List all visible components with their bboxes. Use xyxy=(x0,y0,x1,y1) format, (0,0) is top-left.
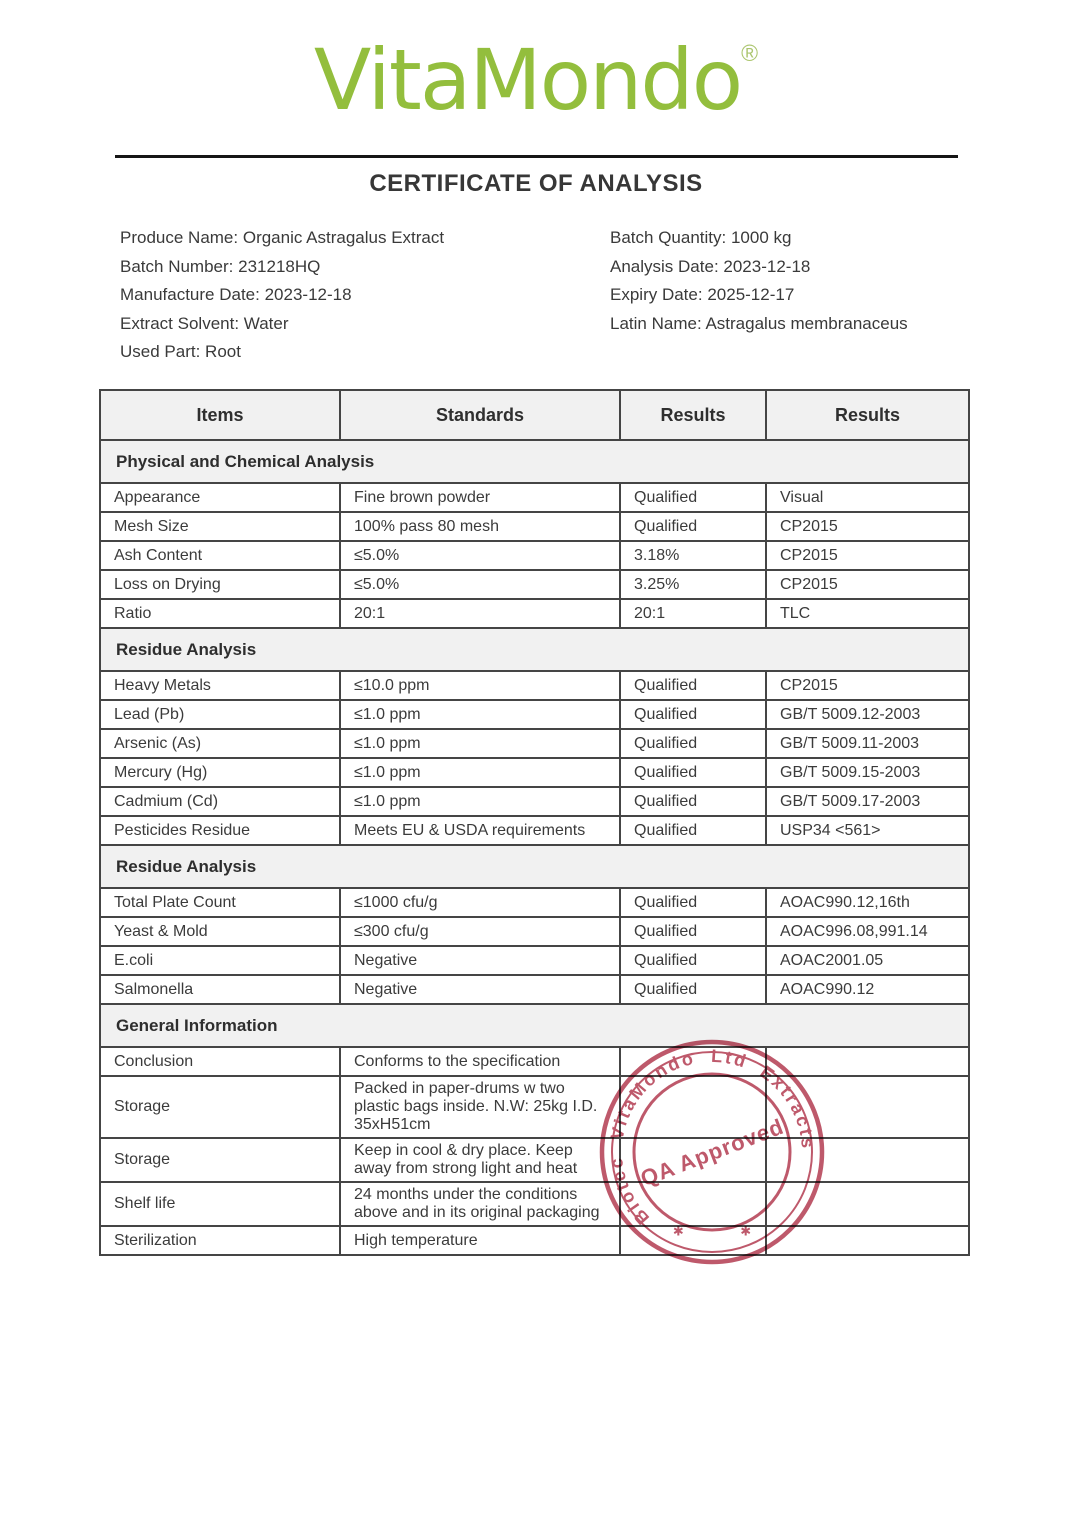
logo xyxy=(0,31,1072,129)
table-row xyxy=(100,1076,969,1138)
table-row xyxy=(100,512,969,541)
table-cell: Conforms to the specification xyxy=(340,1047,620,1076)
info-value: Organic Astragalus Extract xyxy=(242,228,445,247)
info-label: Manufacture Date xyxy=(120,285,256,304)
table-cell: CP2015 xyxy=(766,512,969,541)
info-line xyxy=(610,310,970,339)
table-cell: Total Plate Count xyxy=(100,888,340,917)
info-label: Extract Solvent xyxy=(120,313,235,333)
section-label: General Information xyxy=(100,1004,969,1047)
table-cell: Conclusion xyxy=(100,1047,340,1076)
table-cell: Fine brown powder xyxy=(340,483,620,512)
table-cell: ≤1.0 ppm xyxy=(340,758,620,787)
info-separator: : xyxy=(255,285,265,304)
table-cell: CP2015 xyxy=(766,541,969,570)
section-label: Residue Analysis xyxy=(100,845,969,888)
logo-text: VitaMondo xyxy=(313,31,742,129)
info-separator: : xyxy=(713,256,724,276)
info-label: Produce Name xyxy=(120,228,234,247)
table-cell: ≤1.0 ppm xyxy=(340,729,620,758)
table-cell: ≤5.0% xyxy=(340,541,620,570)
info-value: 2023-12-18 xyxy=(723,256,811,276)
section-row xyxy=(100,845,969,888)
table-cell: Qualified xyxy=(620,671,766,700)
page-title: CERTIFICATE OF ANALYSIS xyxy=(369,170,703,197)
stamp-star-icon: ✱ xyxy=(672,1223,684,1239)
table-row xyxy=(100,671,969,700)
table-cell: 3.18% xyxy=(620,541,766,570)
table-cell: AOAC2001.05 xyxy=(766,946,969,975)
table-row xyxy=(100,975,969,1004)
table-cell: ≤1000 cfu/g xyxy=(340,888,620,917)
table-cell: Arsenic (As) xyxy=(100,729,340,758)
table-cell: AOAC990.12,16th xyxy=(766,888,969,917)
table-cell: Loss on Drying xyxy=(100,570,340,599)
info-separator: : xyxy=(697,285,708,304)
table-cell: Qualified xyxy=(620,975,766,1004)
table-cell: Negative xyxy=(340,975,620,1004)
table-cell: Qualified xyxy=(620,787,766,816)
table-cell: GB/T 5009.12-2003 xyxy=(766,700,969,729)
info-line xyxy=(610,281,970,310)
qa-approved-stamp xyxy=(592,1032,832,1272)
table-cell: Shelf life xyxy=(100,1182,340,1226)
table-cell: Qualified xyxy=(620,888,766,917)
table-cell: Storage xyxy=(100,1076,340,1138)
table-cell: High temperature xyxy=(340,1226,620,1255)
info-line xyxy=(120,310,610,339)
table-row xyxy=(100,729,969,758)
info-value: Root xyxy=(205,342,241,361)
section-label: Residue Analysis xyxy=(100,628,969,671)
table-cell: 20:1 xyxy=(620,599,766,628)
table-cell: ≤1.0 ppm xyxy=(340,700,620,729)
product-info xyxy=(120,224,970,367)
table-cell: USP34 <561> xyxy=(766,816,969,845)
column-header: Standards xyxy=(340,390,620,440)
table-cell: 24 months under the conditions above and in its original packaging xyxy=(340,1182,620,1226)
info-value: 231218HQ xyxy=(238,256,321,276)
table-row xyxy=(100,700,969,729)
table-row xyxy=(100,1138,969,1182)
table-cell: Qualified xyxy=(620,729,766,758)
table-cell: GB/T 5009.11-2003 xyxy=(766,729,969,758)
table-cell: Qualified xyxy=(620,483,766,512)
table-cell: Yeast & Mold xyxy=(100,917,340,946)
table-cell: GB/T 5009.17-2003 xyxy=(766,787,969,816)
coa-table xyxy=(99,389,970,1256)
product-info-left-column xyxy=(120,224,610,367)
table-row xyxy=(100,888,969,917)
info-label: Analysis Date xyxy=(610,256,714,276)
info-label: Expiry Date xyxy=(610,285,698,304)
info-value: 1000 kg xyxy=(730,228,792,247)
table-cell: 100% pass 80 mesh xyxy=(340,512,620,541)
table-cell: E.coli xyxy=(100,946,340,975)
table-cell: CP2015 xyxy=(766,671,969,700)
table-cell: Ash Content xyxy=(100,541,340,570)
table-row xyxy=(100,1047,969,1076)
table-cell: TLC xyxy=(766,599,969,628)
table-row xyxy=(100,758,969,787)
table-cell: Mesh Size xyxy=(100,512,340,541)
column-header: Items xyxy=(100,390,340,440)
column-header: Results xyxy=(766,390,969,440)
table-cell: GB/T 5009.15-2003 xyxy=(766,758,969,787)
info-separator: : xyxy=(234,313,244,333)
table-cell: Meets EU & USDA requirements xyxy=(340,816,620,845)
table-row xyxy=(100,917,969,946)
info-line xyxy=(120,281,610,310)
stamp-ring-text: Biotec VitaMondo Ltd Extracts xyxy=(605,1045,819,1229)
table-cell: Qualified xyxy=(620,816,766,845)
section-row xyxy=(100,440,969,483)
table-row xyxy=(100,599,969,628)
table-cell: Heavy Metals xyxy=(100,671,340,700)
info-line xyxy=(120,253,610,282)
table-cell: ≤10.0 ppm xyxy=(340,671,620,700)
stamp-center-text: QA Approved xyxy=(637,1113,788,1192)
table-cell: Visual xyxy=(766,483,969,512)
header-divider xyxy=(115,155,958,158)
table-cell: Sterilization xyxy=(100,1226,340,1255)
table-row xyxy=(100,1226,969,1255)
table-cell: ≤5.0% xyxy=(340,570,620,599)
table-cell: Negative xyxy=(340,946,620,975)
info-label: Batch Number xyxy=(120,256,229,276)
table-cell: AOAC990.12 xyxy=(766,975,969,1004)
table-cell: CP2015 xyxy=(766,570,969,599)
info-value: 2025-12-17 xyxy=(707,285,795,304)
table-row xyxy=(100,483,969,512)
info-separator: : xyxy=(228,256,239,276)
table-cell: Appearance xyxy=(100,483,340,512)
table-row xyxy=(100,946,969,975)
info-separator: : xyxy=(233,228,243,247)
table-row xyxy=(100,1182,969,1226)
table-cell: Lead (Pb) xyxy=(100,700,340,729)
table-cell: 20:1 xyxy=(340,599,620,628)
section-label: Physical and Chemical Analysis xyxy=(100,440,969,483)
table-cell: Qualified xyxy=(620,946,766,975)
info-value: 2023-12-18 xyxy=(264,285,352,304)
info-line xyxy=(610,224,970,253)
table-cell: Pesticides Residue xyxy=(100,816,340,845)
table-cell: Packed in paper-drums w two plastic bags inside. N.W: 25kg I.D. 35xH51cm xyxy=(340,1076,620,1138)
table-cell: Qualified xyxy=(620,758,766,787)
table-cell: Salmonella xyxy=(100,975,340,1004)
info-label: Batch Quantity xyxy=(610,228,722,247)
stamp-star-icon: ✱ xyxy=(740,1223,752,1239)
table-cell: ≤1.0 ppm xyxy=(340,787,620,816)
info-separator: : xyxy=(696,313,706,333)
table-cell: Mercury (Hg) xyxy=(100,758,340,787)
registered-trademark-icon: ® xyxy=(741,40,759,66)
table-row xyxy=(100,787,969,816)
table-cell: AOAC996.08,991.14 xyxy=(766,917,969,946)
info-separator: : xyxy=(195,342,206,361)
info-label: Latin Name xyxy=(610,313,697,333)
info-label: Used Part xyxy=(120,342,196,361)
info-value: Water xyxy=(243,313,289,333)
table-cell: Storage xyxy=(100,1138,340,1182)
table-cell: Cadmium (Cd) xyxy=(100,787,340,816)
info-line xyxy=(120,338,610,367)
section-row xyxy=(100,628,969,671)
table-cell: Ratio xyxy=(100,599,340,628)
product-info-right-column xyxy=(610,224,970,367)
info-separator: : xyxy=(721,228,731,247)
column-header: Results xyxy=(620,390,766,440)
info-line xyxy=(120,224,610,253)
table-cell: Qualified xyxy=(620,512,766,541)
table-cell: Qualified xyxy=(620,917,766,946)
info-value: Astragalus membranaceus xyxy=(705,313,908,333)
table-header-row xyxy=(100,390,969,440)
table-cell: 3.25% xyxy=(620,570,766,599)
info-line xyxy=(610,253,970,282)
table-row xyxy=(100,541,969,570)
table-row xyxy=(100,816,969,845)
table-cell: Qualified xyxy=(620,700,766,729)
table-cell: Keep in cool & dry place. Keep away from strong light and heat xyxy=(340,1138,620,1182)
section-row xyxy=(100,1004,969,1047)
table-cell: ≤300 cfu/g xyxy=(340,917,620,946)
table-row xyxy=(100,570,969,599)
